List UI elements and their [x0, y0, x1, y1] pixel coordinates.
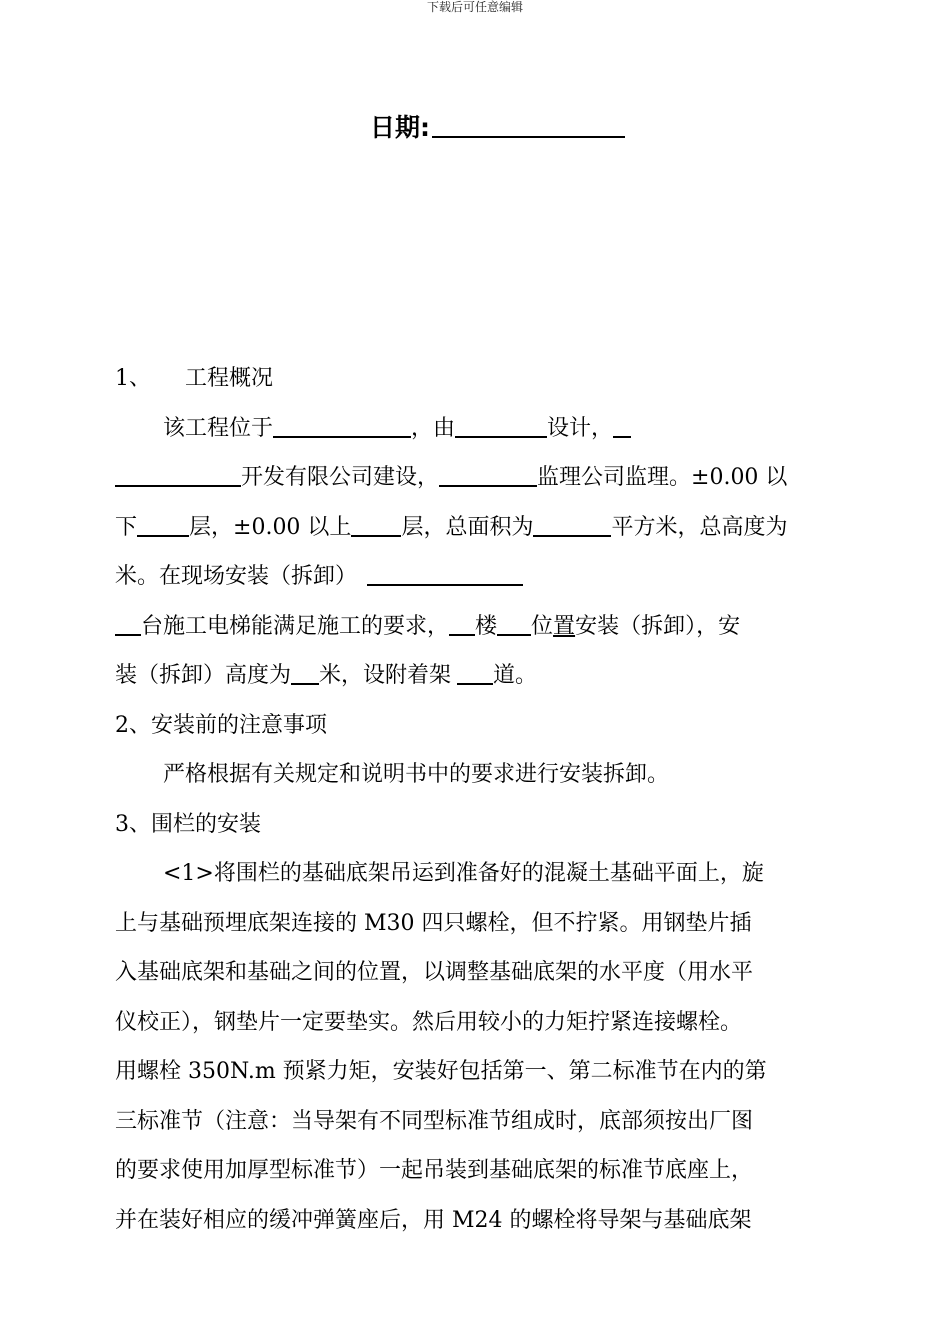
- section-1-number: 1、: [115, 366, 151, 391]
- text: 设计，: [547, 415, 614, 441]
- section-3-heading: 3、围栏的安装: [115, 811, 261, 837]
- text: 米。在现场安装（拆卸）: [115, 564, 358, 589]
- date-field: [370, 108, 625, 144]
- text: ，由: [411, 415, 456, 441]
- text: 米，设附着架: [319, 663, 452, 688]
- text: 位: [531, 613, 554, 639]
- section-3-line-7: 的要求使用加厚型标准节）一起吊装到基础底架的标准节底座上，: [115, 1158, 754, 1183]
- blank-location: [273, 414, 411, 438]
- blank-quantity: [367, 562, 523, 586]
- text: 该工程位于: [163, 415, 274, 441]
- overview-line-4: [115, 552, 860, 602]
- overview-line-6: [115, 651, 860, 701]
- text: 置: [553, 613, 576, 639]
- section-3-line-8: 并在装好相应的缓冲弹簧座后，用 M24 的螺栓将导架与基础底架: [115, 1207, 752, 1233]
- blank-developer: [115, 463, 241, 487]
- text: 层，总面积为: [401, 514, 534, 540]
- section-3-line-3: 入基础底架和基础之间的位置，以调整基础底架的水平度（用水平: [115, 960, 754, 985]
- text: 楼: [475, 613, 498, 639]
- section-3-line-4: 仪校正），钢垫片一定要垫实。然后用较小的力矩拧紧连接螺栓。: [115, 1009, 743, 1035]
- blank-floors-below: [137, 513, 189, 537]
- overview-line-5: [115, 602, 860, 652]
- section-1-title: 工程概况: [185, 366, 274, 391]
- blank-height: [291, 661, 319, 685]
- date-label: 日期:: [370, 113, 430, 142]
- section-3-line-6: 三标准节（注意：当导架有不同型标准节组成时，底部须按出厂图: [115, 1108, 754, 1134]
- overview-line-3: [115, 503, 860, 553]
- blank-building: [449, 612, 475, 636]
- text: 下: [115, 514, 138, 540]
- text: 层，±0.00 以上: [189, 514, 352, 540]
- blank-designer: [455, 414, 547, 438]
- text: 安装（拆卸），安: [575, 613, 741, 639]
- text: 装（拆卸）高度为: [115, 663, 292, 688]
- blank-supervisor: [439, 463, 537, 487]
- text: 开发有限公司建设，: [241, 465, 440, 490]
- section-1-heading: [115, 354, 860, 404]
- blank-developer-start: [613, 414, 631, 438]
- text: 台施工电梯能满足施工的要求，: [141, 613, 450, 639]
- document-body: [115, 354, 860, 1245]
- blank-quantity-cont: [115, 612, 141, 636]
- blank-ties: [457, 661, 493, 685]
- section-2-heading: 2、安装前的注意事项: [115, 712, 327, 738]
- section-2-body: 严格根据有关规定和说明书中的要求进行安装拆卸。: [163, 762, 670, 787]
- overview-line-2: [115, 453, 860, 503]
- section-3-line-1: <1>将围栏的基础底架吊运到准备好的混凝土基础平面上，旋: [163, 861, 764, 886]
- blank-position: [497, 612, 531, 636]
- text: 道。: [493, 663, 538, 688]
- overview-line-1: [115, 404, 860, 454]
- date-blank: [432, 112, 625, 138]
- header-note: 下载后可任意编辑: [426, 0, 523, 14]
- section-3-line-5: 用螺栓 350N.m 预紧力矩，安装好包括第一、第二标准节在内的第: [115, 1059, 767, 1084]
- blank-floors-above: [351, 513, 401, 537]
- text: 平方米，总高度为: [611, 514, 788, 540]
- blank-area: [533, 513, 611, 537]
- section-3-line-2: 上与基础预埋底架连接的 M30 四只螺栓，但不拧紧。用钢垫片插: [115, 910, 752, 936]
- text: 监理公司监理。±0.00 以: [537, 465, 788, 490]
